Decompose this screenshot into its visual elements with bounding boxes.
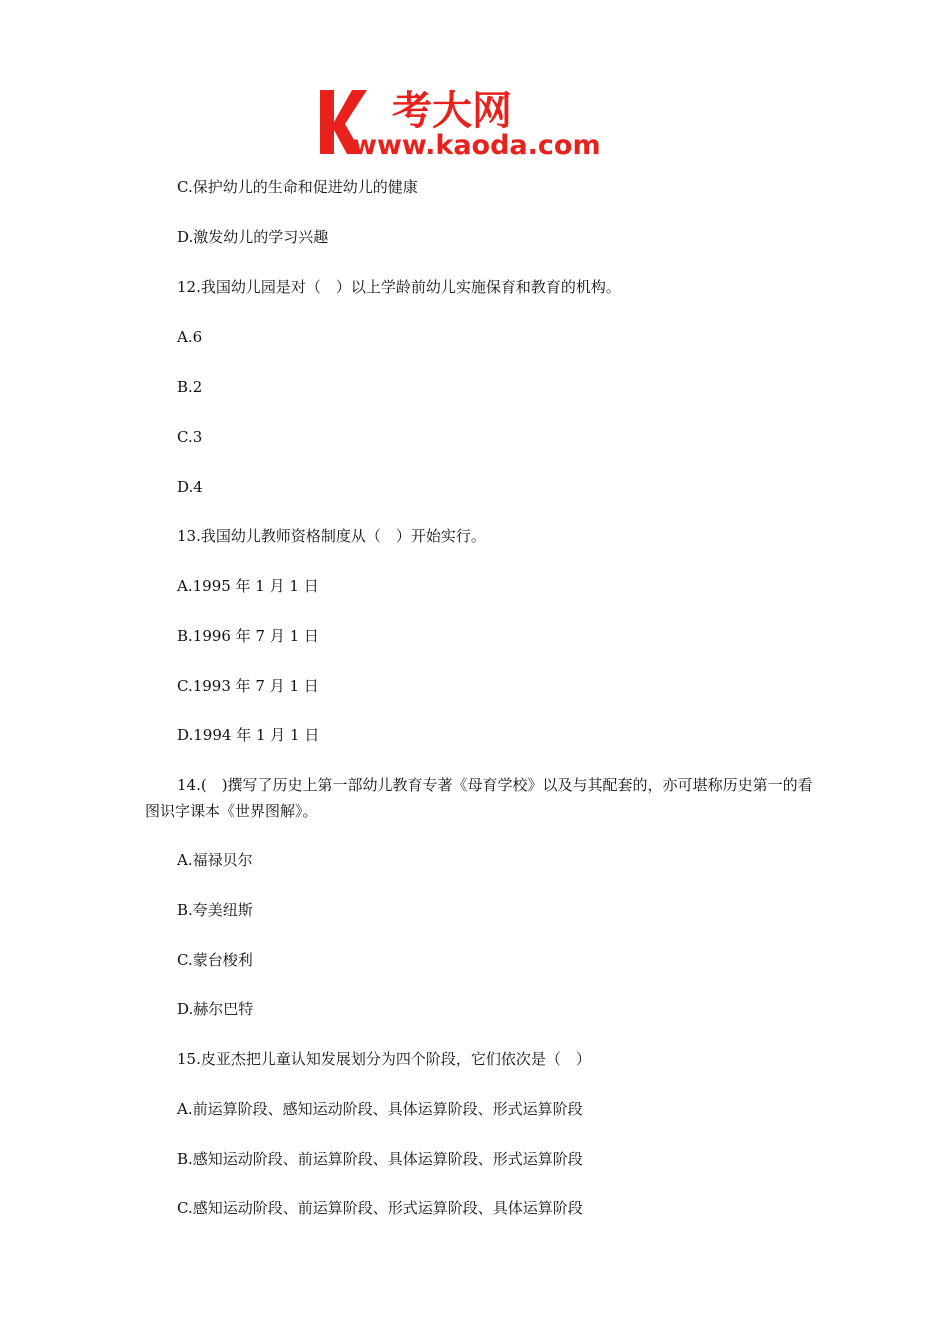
q15-option-a: A.前运算阶段、感知运动阶段、具体运算阶段、形式运算阶段 [177,1100,583,1118]
q14-option-a: A.福禄贝尔 [177,851,253,869]
q12-stem: 12.我国幼儿园是对（ ）以上学龄前幼儿实施保育和教育的机构。 [177,278,621,296]
q13-option-a: A.1995 年 1 月 1 日 [177,577,319,595]
q12-option-c: C.3 [177,428,203,446]
q12-option-b: B.2 [177,378,203,396]
kaoda-logo [318,84,638,160]
q14-option-c: C.蒙台梭利 [177,951,253,969]
q15-option-c: C.感知运动阶段、前运算阶段、形式运算阶段、具体运算阶段 [177,1199,583,1217]
q13-option-d: D.1994 年 1 月 1 日 [177,726,320,744]
q12-option-a: A.6 [177,328,203,346]
q13-option-c: C.1993 年 7 月 1 日 [177,677,319,695]
q14-option-b: B.夸美纽斯 [177,901,253,919]
q11-option-d: D.激发幼儿的学习兴趣 [177,228,329,246]
q15-stem: 15.皮亚杰把儿童认知发展划分为四个阶段，它们依次是（ ） [177,1050,591,1068]
q13-stem: 13.我国幼儿教师资格制度从（ ）开始实行。 [177,527,486,545]
q14-stem: 14.( )撰写了历史上第一部幼儿教育专著《母育学校》以及与其配套的，亦可堪称历史第一的看图识字课本《世界图解》。 [145,776,813,820]
q14-option-d: D.赫尔巴特 [177,1000,254,1018]
q13-option-b: B.1996 年 7 月 1 日 [177,627,319,645]
q15-option-b: B.感知运动阶段、前运算阶段、具体运算阶段、形式运算阶段 [177,1150,583,1168]
logo-url-text: www.kaoda.com [352,130,601,160]
logo-cn-text: 考大网 [392,88,512,134]
q12-option-d: D.4 [177,478,203,496]
kaoda-logo-graphic [318,84,638,160]
q11-option-c: C.保护幼儿的生命和促进幼儿的健康 [177,178,418,196]
